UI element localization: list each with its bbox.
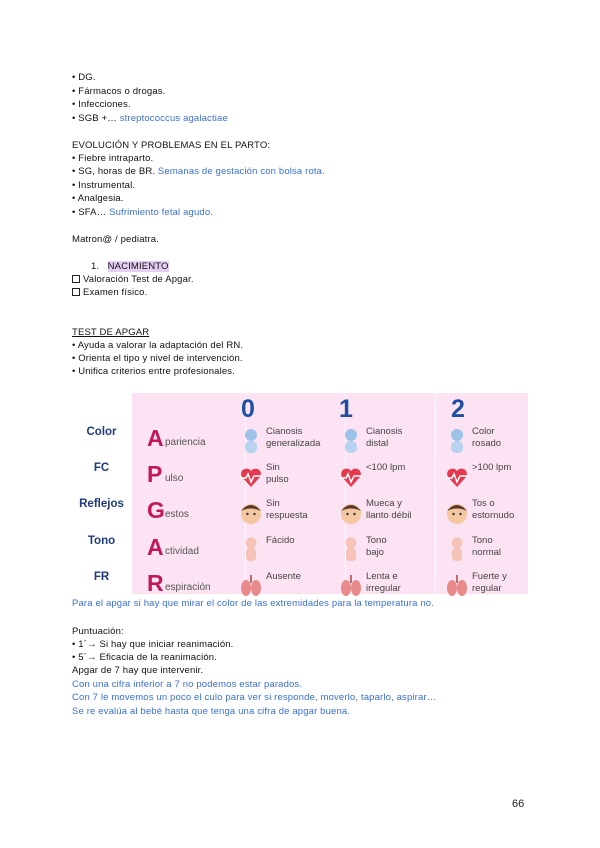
checkbox-icon <box>72 275 80 283</box>
list-item-analgesia: • Analgesia. <box>72 193 124 204</box>
evolucion-heading: EVOLUCIÓN Y PROBLEMAS EN EL PARTO: <box>72 140 271 151</box>
checklist-label: Examen físico. <box>83 287 148 298</box>
apgar-criterion-label: Tono <box>87 535 116 547</box>
list-item-ayuda: • Ayuda a valorar la adaptación del RN. <box>72 340 244 351</box>
apgar-acronym-letter: G <box>147 497 165 523</box>
apgar-row <box>132 532 528 569</box>
sg-label: • SG, horas de BR. <box>72 166 158 177</box>
apgar-row <box>132 459 528 496</box>
checklist-item-apgar <box>72 274 194 286</box>
sgb-label: • SGB +… <box>72 113 120 124</box>
apgar-illustration-icon <box>338 572 364 600</box>
list-item-sg <box>72 166 325 178</box>
apgar-score-description: Fácido <box>266 535 295 546</box>
apgar-score-description: Tos o estornudo <box>472 498 515 521</box>
apgar-acronym-rest: pariencia <box>165 437 206 448</box>
matron-line: Matron@ / pediatra. <box>72 234 159 245</box>
nacimiento-heading <box>91 261 169 273</box>
list-item-unifica: • Unifica criterios entre profesionales. <box>72 366 235 377</box>
apgar-acronym-letter: A <box>147 534 164 560</box>
apgar-illustration-icon <box>338 463 364 491</box>
apgar-criterion-label: Color <box>86 426 117 438</box>
apgar-score-description: Lenta e irregular <box>366 571 401 594</box>
puntuacion-heading: Puntuación: <box>72 626 124 637</box>
apgar-score-description: Ausente <box>266 571 301 582</box>
apgar-illustration-icon <box>444 499 470 527</box>
apgar-criterion-label: FR <box>93 571 110 583</box>
note-con-7: Con 7 le movemos un poco el culo para ver si responde, moverlo, taparlo, aspirar… <box>72 692 437 703</box>
list-item-fiebre: • Fiebre intraparto. <box>72 153 154 164</box>
apgar-acronym-rest: espiración <box>165 582 211 593</box>
list-item-orienta: • Orienta el tipo y nivel de intervención. <box>72 353 243 364</box>
apgar-table <box>71 393 528 594</box>
list-item-dg: • DG. <box>72 72 96 83</box>
list-item-1min: • 1´→ Si hay que iniciar reanimación. <box>72 639 234 650</box>
apgar-illustration-icon <box>338 427 364 455</box>
apgar-acronym-rest: ulso <box>165 473 184 484</box>
apgar-score-description: Fuerte y regular <box>472 571 507 594</box>
apgar-row <box>132 495 528 532</box>
apgar-score-description: Sin pulso <box>266 462 289 485</box>
sfa-label: • SFA… <box>72 207 110 218</box>
sg-note: Semanas de gestación con bolsa rota. <box>157 166 325 177</box>
apgar-illustration-icon <box>444 427 470 455</box>
nacimiento-number: 1. <box>91 261 100 272</box>
apgar-row <box>132 423 528 460</box>
note-reevalua: Se re evalúa al bebé hasta que tenga una cifra de apgar buena. <box>72 706 351 717</box>
apgar-illustration-icon <box>444 572 470 600</box>
nacimiento-title: NACIMIENTO <box>107 261 169 272</box>
apgar-score-description: Tono normal <box>472 535 502 558</box>
list-item-5min: • 5´→ Eficacia de la reanimación. <box>72 652 218 663</box>
apgar-acronym-letter: A <box>147 425 164 451</box>
note-inferior-7: Con una cifra inferior a 7 no podemos estar parados. <box>72 679 303 690</box>
sfa-note: Sufrimiento fetal agudo. <box>109 207 214 218</box>
apgar-illustration-icon <box>238 536 264 564</box>
apgar-score-description: Tono bajo <box>366 535 387 558</box>
apgar-score-description: Cianosis distal <box>366 426 403 449</box>
apgar-acronym-letter: R <box>147 570 164 596</box>
apgar-illustration-icon <box>338 536 364 564</box>
sgb-note: streptococcus agalactiae <box>119 113 228 124</box>
test-apgar-heading: TEST DE APGAR <box>72 327 150 338</box>
apgar-score-description: Sin respuesta <box>266 498 308 521</box>
apgar-7-line: Apgar de 7 hay que intervenir. <box>72 665 204 676</box>
apgar-illustration-icon <box>238 463 264 491</box>
apgar-row-labels <box>71 393 132 594</box>
score-2-header: 2 <box>451 395 465 423</box>
apgar-score-description: Mueca y llanto débil <box>366 498 412 521</box>
apgar-acronym-rest: estos <box>165 509 189 520</box>
apgar-acronym-rest: ctividad <box>165 546 199 557</box>
apgar-score-description: <100 lpm <box>366 462 406 473</box>
apgar-illustration-icon <box>338 499 364 527</box>
apgar-illustration-icon <box>444 463 470 491</box>
apgar-illustration-icon <box>238 572 264 600</box>
checklist-item-examen <box>72 287 147 299</box>
checkbox-icon <box>72 288 80 296</box>
score-1-header: 1 <box>339 395 353 423</box>
list-item-sgb <box>72 113 228 125</box>
apgar-criterion-label: FC <box>93 462 110 474</box>
score-0-header: 0 <box>241 395 255 423</box>
checklist-label: Valoración Test de Apgar. <box>83 274 194 285</box>
list-item-farmacos: • Fármacos o drogas. <box>72 86 166 97</box>
apgar-score-description: >100 lpm <box>472 462 512 473</box>
apgar-illustration-icon <box>238 499 264 527</box>
apgar-score-description: Color rosado <box>472 426 502 449</box>
page-number: 66 <box>512 798 525 810</box>
list-item-instrumental: • Instrumental. <box>72 180 136 191</box>
list-item-sfa <box>72 207 213 219</box>
apgar-note: Para el apgar si hay que mirar el color de las extremidades para la temperatura no. <box>72 598 435 609</box>
apgar-illustration-icon <box>238 427 264 455</box>
apgar-acronym-letter: P <box>147 461 163 487</box>
apgar-score-description: Cianosis generalizada <box>266 426 321 449</box>
apgar-criterion-label: Reflejos <box>79 498 124 510</box>
list-item-infecciones: • Infecciones. <box>72 99 131 110</box>
apgar-illustration-icon <box>444 536 470 564</box>
